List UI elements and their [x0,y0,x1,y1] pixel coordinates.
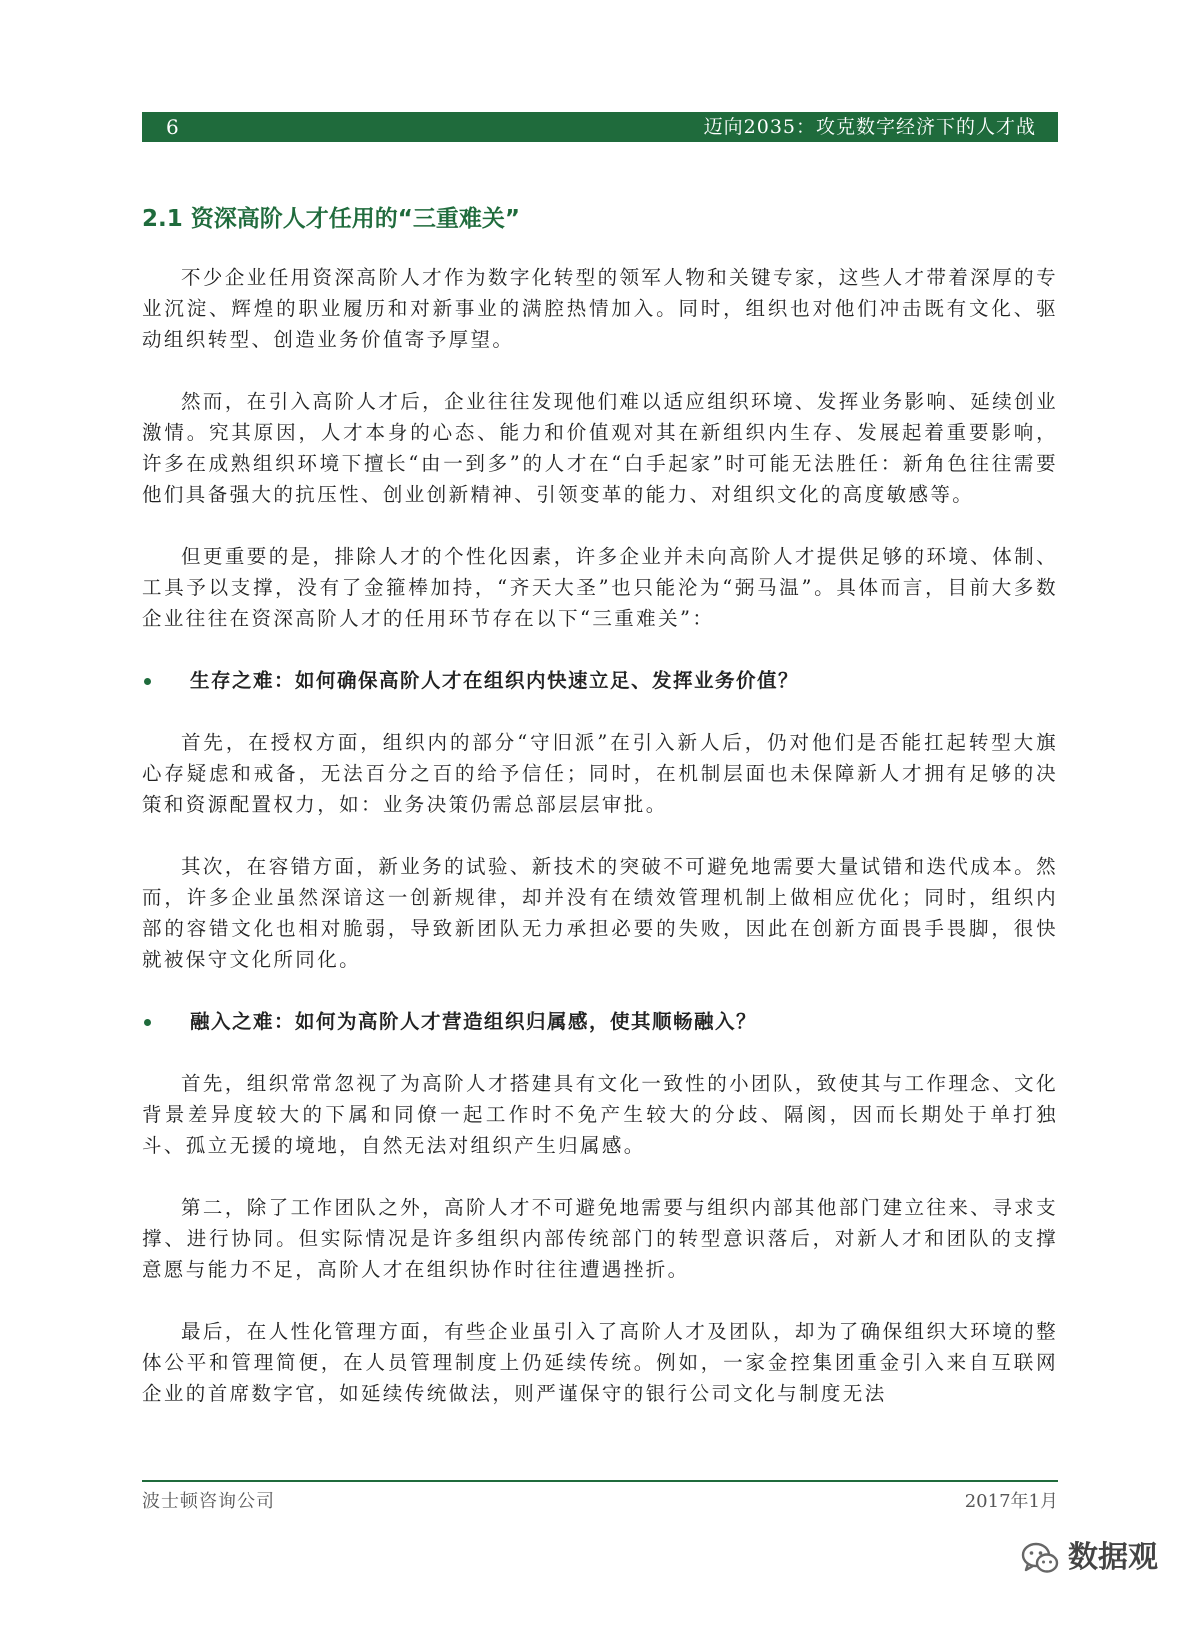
bullet-text: 融入之难：如何为高阶人才营造组织归属感，使其顺畅融入？ [190,1010,758,1033]
body-paragraph: 首先，在授权方面，组织内的部分“守旧派”在引入新人后，仍对他们是否能扛起转型大旗心存疑虑和戒备，无法百分之百的给予信任；同时，在机制层面也未保障新人才拥有足够的决策和资源配置权力，如：业务决策仍需总部层层审批。 [142,731,1058,816]
watermark [1020,1538,1158,1578]
watermark-text: 数据观 [1068,1540,1158,1575]
bullet-dot-icon [144,1019,151,1026]
body-paragraph: 最后，在人性化管理方面，有些企业虽引入了高阶人才及团队，却为了确保组织大环境的整体公平和管理简便，在人员管理制度上仍延续传统。例如，一家金控集团重金引入来自互联网企业的首席数字官，如延续传统做法，则严谨保守的银行公司文化与制度无法 [142,1320,1058,1405]
bullet-heading [142,665,1058,696]
section-title: 2.1 资深高阶人才任用的“三重难关” [142,206,520,232]
body-paragraph: 但更重要的是，排除人才的个性化因素，许多企业并未向高阶人才提供足够的环境、体制、工具予以支撑，没有了金箍棒加持，“齐天大圣”也只能沦为“弼马温”。具体而言，目前大多数企业往往在资深高阶人才的任用环节存在以下“三重难关”： [142,545,1058,630]
body-paragraph: 其次，在容错方面，新业务的试验、新技术的突破不可避免地需要大量试错和迭代成本。然而，许多企业虽然深谙这一创新规律，却并没有在绩效管理机制上做相应优化；同时，组织内部的容错文化也相对脆弱，导致新团队无力承担必要的失败，因此在创新方面畏手畏脚，很快就被保守文化所同化。 [142,855,1058,971]
page-header-bar [142,112,1058,142]
footer-divider [142,1480,1058,1482]
body-paragraph: 首先，组织常常忽视了为高阶人才搭建具有文化一致性的小团队，致使其与工作理念、文化背景差异度较大的下属和同僚一起工作时不免产生较大的分歧、隔阂，因而长期处于单打独斗、孤立无援的境地，自然无法对组织产生归属感。 [142,1072,1058,1157]
bullet-dot-icon [144,678,151,685]
wechat-icon [1020,1538,1060,1578]
body-paragraph: 然而，在引入高阶人才后，企业往往发现他们难以适应组织环境、发挥业务影响、延续创业激情。究其原因，人才本身的心态、能力和价值观对其在新组织内生存、发展起着重要影响，许多在成熟组织环境下擅长“由一到多”的人才在“白手起家”时可能无法胜任：新角色往往需要他们具备强大的抗压性、创业创新精神、引领变革的能力、对组织文化的高度敏感等。 [142,390,1058,506]
footer-company: 波士顿咨询公司 [142,1491,275,1512]
body-paragraph: 不少企业任用资深高阶人才作为数字化转型的领军人物和关键专家，这些人才带着深厚的专业沉淀、辉煌的职业履历和对新事业的满腔热情加入。同时，组织也对他们冲击既有文化、驱动组织转型、创造业务价值寄予厚望。 [142,266,1058,351]
bullet-text: 生存之难：如何确保高阶人才在组织内快速立足、发挥业务价值？ [190,669,800,692]
page-number: 6 [166,115,179,139]
report-title: 迈向2035：攻克数字经济下的人才战 [703,116,1036,138]
bullet-heading [142,1006,1058,1037]
footer-date: 2017年1月 [964,1491,1058,1512]
body-content [142,262,1058,1440]
body-paragraph: 第二，除了工作团队之外，高阶人才不可避免地需要与组织内部其他部门建立往来、寻求支撑、进行协同。但实际情况是许多组织内部传统部门的转型意识落后，对新人才和团队的支撑意愿与能力不足，高阶人才在组织协作时往往遭遇挫折。 [142,1196,1058,1281]
